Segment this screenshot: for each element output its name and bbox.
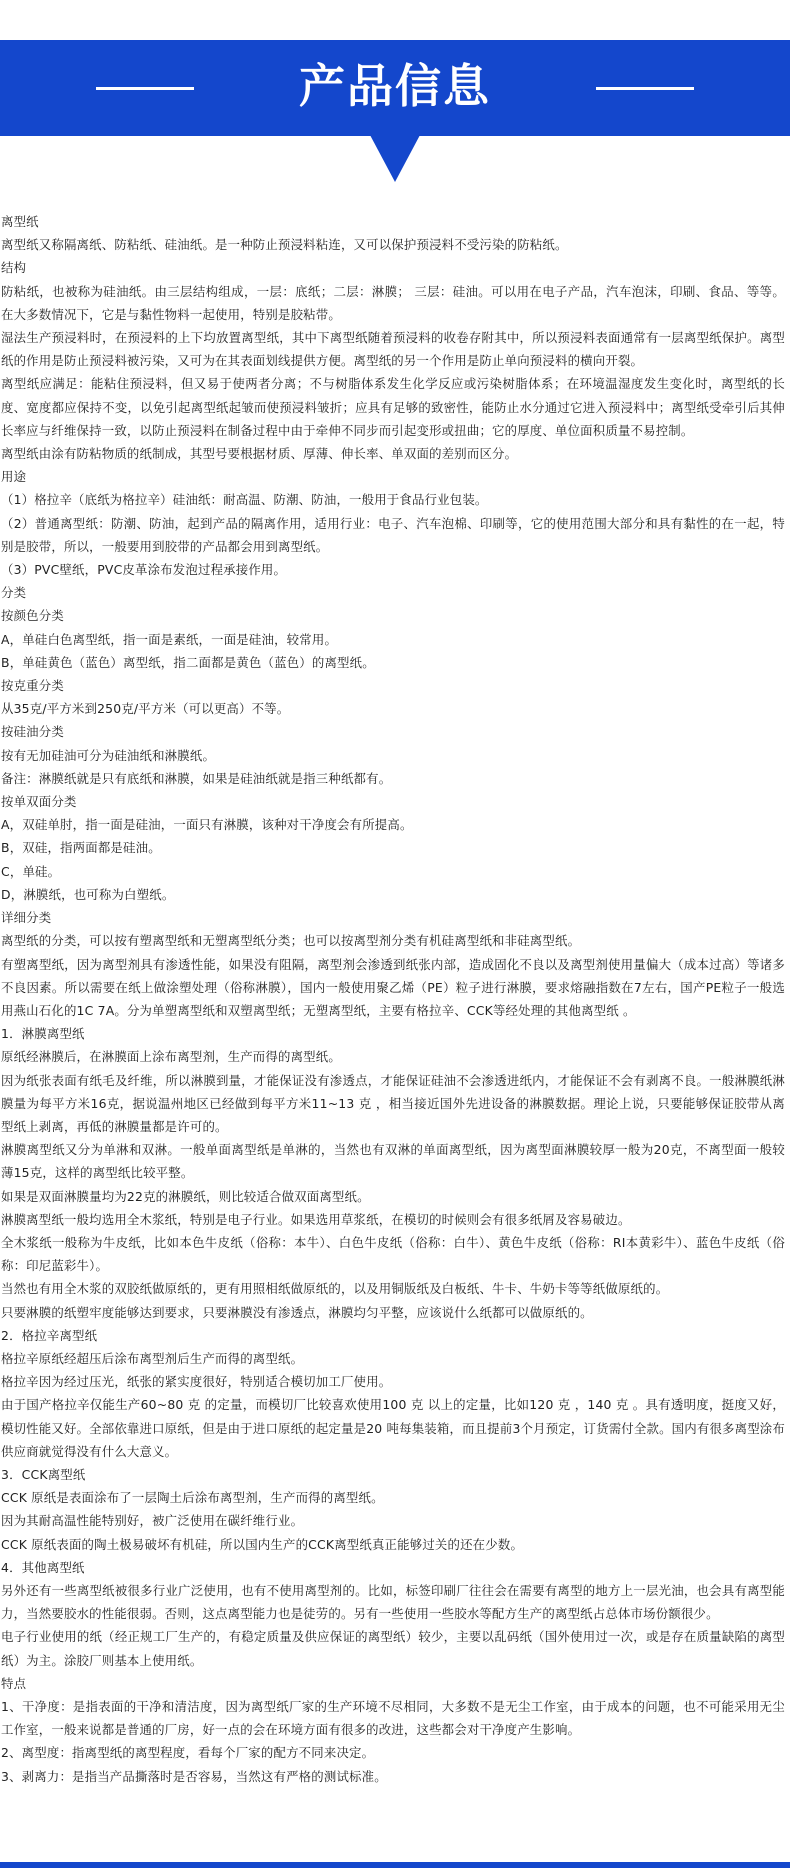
paragraph: 离型纸又称隔离纸、防粘纸、硅油纸。是一种防止预浸料粘连，又可以保护预浸料不受污染的防粘纸。 xyxy=(1,237,568,253)
paragraph: 分类 xyxy=(1,585,27,601)
paragraph: 离型纸应满足：能粘住预浸料，但又易于使两者分离；不与树脂体系发生化学反应或污染树脂体系；在环境温湿度发生变化时，离型纸的长度、宽度都应保持不变，以免引起离型纸起皱而使预浸料皱折；应具有足够的致密性，能防止水分通过它进入预浸料中；离型纸受牵引后其伸长率应与纤维保持一致，以防止预浸料在制备过程中由于牵伸不同步而引起变形或扭曲；它的厚度、单位面积质量不易控制。 xyxy=(1,376,785,438)
paragraph: D，淋膜纸，也可称为白塑纸。 xyxy=(1,886,175,902)
paragraph: 备注：淋膜纸就是只有底纸和淋膜，如果是硅油纸就是指三种纸都有。 xyxy=(1,770,392,786)
paragraph: 离型纸由涂有防粘物质的纸制成，其型号要根据材质、厚薄、伸长率、单双面的差别而区分。 xyxy=(1,446,518,462)
paragraph: 3、剥离力：是指当产品撕落时是否容易，当然这有严格的测试标准。 xyxy=(1,1768,387,1784)
paragraph: 当然也有用全木浆的双胶纸做原纸的，更有用照相纸做原纸的，以及用铜版纸及白板纸、牛卡、牛奶卡等等纸做原纸的。 xyxy=(1,1281,669,1297)
paragraph: 淋膜离型纸又分为单淋和双淋。一般单面离型纸是单淋的，当然也有双淋的单面离型纸，因为离型面淋膜较厚一般为20克，不离型面一般较薄15克，这样的离型纸比较平整。 xyxy=(1,1142,785,1181)
paragraph: 格拉辛因为经过压光，纸张的紧实度很好，特别适合模切加工厂使用。 xyxy=(1,1374,392,1390)
paragraph: （2）普通离型纸：防潮、防油，起到产品的隔离作用，适用行业：电子、汽车泡棉、印刷等，它的使用范围大部分和具有黏性的在一起，特别是胶带，所以，一般要用到胶带的产品都会用到离型纸。 xyxy=(1,515,785,554)
paragraph: 2．格拉辛离型纸 xyxy=(1,1327,98,1343)
paragraph: 电子行业使用的纸（经正规工厂生产的，有稳定质量及供应保证的离型纸）较少，主要以乱码纸（国外使用过一次，或是存在质量缺陷的离型纸）为主。涂胶厂则基本上使用纸。 xyxy=(1,1629,785,1668)
paragraph: 按有无加硅油可分为硅油纸和淋膜纸。 xyxy=(1,747,216,763)
paragraph: 原纸经淋膜后，在淋膜面上涂布离型剂，生产而得的离型纸。 xyxy=(1,1049,341,1065)
paragraph: 湿法生产预浸料时，在预浸料的上下均放置离型纸，其中下离型纸随着预浸料的收卷存附其中，所以预浸料表面通常有一层离型纸保护。离型纸的作用是防止预浸料被污染，又可为在其表面划线提供方便。离型纸的另一个作用是防止单向预浸料的横向开裂。 xyxy=(1,330,785,369)
paragraph: （3）PVC壁纸，PVC皮革涂布发泡过程承接作用。 xyxy=(1,562,287,578)
paragraph: 2、离型度：指离型纸的离型程度，看每个厂家的配方不同来决定。 xyxy=(1,1745,375,1761)
paragraph: 详细分类 xyxy=(1,910,52,926)
paragraph: （1）格拉辛（底纸为格拉辛）硅油纸：耐高温、防潮、防油，一般用于食品行业包装。 xyxy=(1,492,488,508)
paragraph: 因为其耐高温性能特别好，被广泛使用在碳纤维行业。 xyxy=(1,1513,304,1529)
paragraph: 因为纸张表面有纸毛及纤维，所以淋膜到量，才能保证没有渗透点，才能保证硅油不会渗透进纸内，才能保证不会有剥离不良。一般淋膜纸淋膜量为每平方米16克，据说温州地区已经做到每平方米11~13 克 ，相当接近国外先进设备的淋膜数据。理论上说，只要能够保证胶带从离型纸上剥离，再低的淋膜量都是许可的。 xyxy=(1,1072,785,1134)
paragraph: 按克重分类 xyxy=(1,678,64,694)
paragraph: 从35克/平方米到250克/平方米（可以更高）不等。 xyxy=(1,701,290,717)
paragraph: 淋膜离型纸一般均选用全木浆纸，特别是电子行业。如果选用草浆纸，在模切的时候则会有很多纸屑及容易破边。 xyxy=(1,1211,631,1227)
paragraph: 特点 xyxy=(1,1675,27,1691)
banner-down-arrow-icon xyxy=(370,135,420,182)
footer-bar xyxy=(0,1862,790,1868)
paragraph: 离型纸的分类，可以按有塑离型纸和无塑离型纸分类；也可以按离型剂分类有机硅离型纸和非硅离型纸。 xyxy=(1,933,581,949)
paragraph: 1．淋膜离型纸 xyxy=(1,1026,85,1042)
banner-decor-line-right xyxy=(596,87,694,90)
product-description xyxy=(1,210,785,1788)
paragraph: B，双硅，指两面都是硅油。 xyxy=(1,840,161,856)
paragraph: 另外还有一些离型纸被很多行业广泛使用，也有不使用离型剂的。比如，标签印刷厂往往会在需要有离型的地方上一层光油，也会具有离型能力，当然要胶水的性能很弱。否则，这点离型能力也是徒劳的。另有一些使用一些胶水等配方生产的离型纸占总体市场份额很少。 xyxy=(1,1582,785,1622)
paragraph: 结构 xyxy=(1,260,27,276)
paragraph: C，单硅。 xyxy=(1,863,61,879)
paragraph: CCK 原纸是表面涂布了一层陶土后涂布离型剂，生产而得的离型纸。 xyxy=(1,1490,384,1506)
paragraph: A，单硅白色离型纸，指一面是素纸，一面是硅油，较常用。 xyxy=(1,631,338,647)
paragraph: 只要淋膜的纸塑牢度能够达到要求，只要淋膜没有渗透点，淋膜均匀平整，应该说什么纸都可以做原纸的。 xyxy=(1,1304,593,1320)
paragraph: 如果是双面淋膜量均为22克的淋膜纸，则比较适合做双面离型纸。 xyxy=(1,1188,370,1204)
paragraph: 按单双面分类 xyxy=(1,794,77,810)
paragraph: 按硅油分类 xyxy=(1,724,64,740)
paragraph: 按颜色分类 xyxy=(1,608,64,624)
header-banner xyxy=(0,40,790,136)
paragraph: 由于国产格拉辛仅能生产60~80 克 的定量，而模切厂比较喜欢使用100 克 以上的定量，比如120 克 ，140 克 。具有透明度，挺度又好，模切性能又好。全部依靠进口原纸，但是由于进口原纸的起定量是20 吨每集装箱，而且提前3个月预定，订货需付全款。国内有很多离型涂布供应商就觉得没有什么大意义。 xyxy=(1,1397,785,1459)
paragraph: 格拉辛原纸经超压后涂布离型剂后生产而得的离型纸。 xyxy=(1,1350,304,1366)
paragraph: 用途 xyxy=(1,469,27,485)
paragraph: CCK 原纸表面的陶土极易破坏有机硅，所以国内生产的CCK离型纸真正能够过关的还在少数。 xyxy=(1,1536,524,1552)
paragraph: 3．CCK离型纸 xyxy=(1,1466,86,1482)
paragraph: B，单硅黄色（蓝色）离型纸，指二面都是黄色（蓝色）的离型纸。 xyxy=(1,654,375,670)
page-title: 产品信息 xyxy=(299,59,491,113)
paragraph: 防粘纸，也被称为硅油纸。由三层结构组成，一层：底纸；二层：淋膜； 三层：硅油。可以用在电子产品，汽车泡沫，印刷、食品、等等。在大多数情况下，它是与黏性物料一起使用，特别是胶粘带。 xyxy=(1,283,785,322)
paragraph: 有塑离型纸，因为离型剂具有渗透性能，如果没有阻隔，离型剂会渗透到纸张内部，造成固化不良以及离型剂使用量偏大（成本过高）等诸多不良因素。所以需要在纸上做涂塑处理（俗称淋膜），国内一般使用聚乙烯（PE）粒子进行淋膜，要求熔融指数在7左右，国产PE粒子一般选用燕山石化的1C 7A。分为单塑离型纸和双塑离型纸；无塑离型纸，主要有格拉辛、CCK等经处理的其他离型纸 。 xyxy=(1,956,785,1018)
paragraph: A，双硅单肘，指一面是硅油，一面只有淋膜，该种对干净度会有所提高。 xyxy=(1,817,413,833)
paragraph: 离型纸 xyxy=(1,214,39,229)
paragraph: 4．其他离型纸 xyxy=(1,1559,85,1575)
paragraph: 1、干净度：是指表面的干净和清洁度，因为离型纸厂家的生产环境不尽相同，大多数不是无尘工作室，由于成本的问题，也不可能采用无尘工作室，一般来说都是普通的厂房，好一点的会在环境方面有很多的改进，这些都会对干净度产生影响。 xyxy=(1,1699,785,1738)
paragraph: 全木浆纸一般称为牛皮纸，比如本色牛皮纸（俗称：本牛）、白色牛皮纸（俗称：白牛）、黄色牛皮纸（俗称：RI本黄彩牛）、蓝色牛皮纸（俗称：印尼蓝彩牛）。 xyxy=(1,1234,785,1274)
